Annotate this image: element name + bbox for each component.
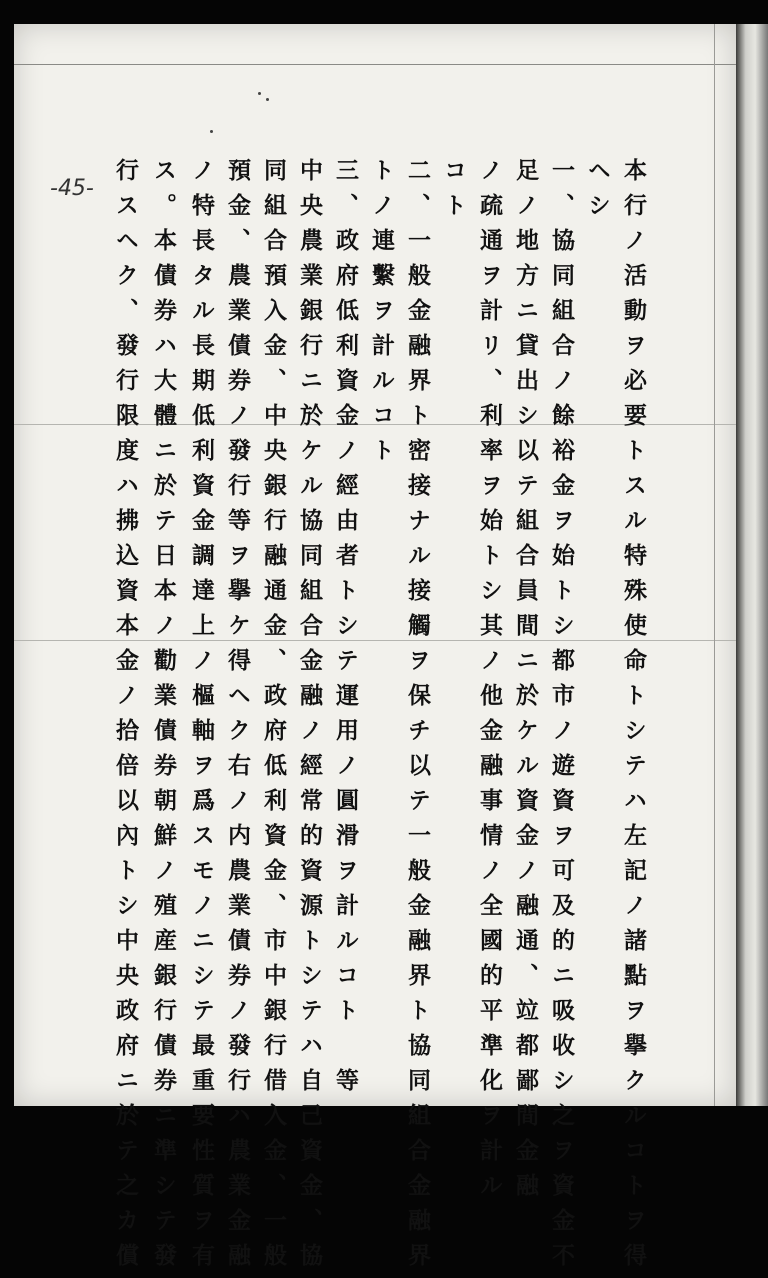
text-column: 本行ノ活動ヲ必要トスル特殊使命トシテハ左記ノ諸點ヲ擧クルコトヲ得 <box>620 158 647 1278</box>
text-column: 中央農業銀行ニ於ケル協同組合金融ノ經常的資源トシテハ自己資金、協 <box>296 158 323 1278</box>
text-column: 足ノ地方ニ貸出シ以テ組合員間ニ於ケル資金ノ融通、竝都鄙間金融 <box>512 158 539 1208</box>
text-column: 預金、農業債券ノ發行等ヲ擧ケ得ヘク右ノ内農業債券ノ發行ハ農業金融 <box>224 158 251 1278</box>
text-column: 一、協同組合ノ餘裕金ヲ始トシ都市ノ遊資ヲ可及的ニ吸收シ之ヲ資金不 <box>548 158 575 1278</box>
speck <box>258 92 261 95</box>
right-margin-rule <box>714 24 715 1106</box>
speck <box>266 98 269 101</box>
text-column: 二、一般金融界ト密接ナル接觸ヲ保チ以テ一般金融界ト協同組合金融界 <box>404 158 431 1278</box>
page-number: -45- <box>50 176 94 201</box>
text-column: 行スヘク、發行限度ハ拂込資本金ノ拾倍以內トシ中央政府ニ於テ之カ償 <box>112 158 139 1278</box>
text-column: 三、政府低利資金ノ經由者トシテ運用ノ圓滑ヲ計ルコト 等 <box>332 158 359 1103</box>
speck <box>210 130 213 133</box>
text-column: ノ疏通ヲ計リ、利率ヲ始トシ其ノ他金融事情ノ全國的平準化ヲ計ル <box>476 158 503 1208</box>
book-binding <box>736 24 768 1106</box>
text-column: 同組合預入金、中央銀行融通金、政府低利資金、市中銀行借入金、一般 <box>260 158 287 1278</box>
text-column: ヘシ <box>584 158 611 228</box>
text-column: ノ特長タル長期低利資金調達上ノ樞軸ヲ爲スモノニシテ最重要性質ヲ有 <box>188 158 215 1278</box>
text-column: ス。本債券ハ大體ニ於テ日本ノ勸業債券朝鮮ノ殖産銀行債券ニ準シテ發 <box>150 158 177 1278</box>
top-rule <box>14 64 736 65</box>
text-column: トノ連繫ヲ計ルコト <box>368 158 395 473</box>
text-column: コト <box>440 158 467 228</box>
